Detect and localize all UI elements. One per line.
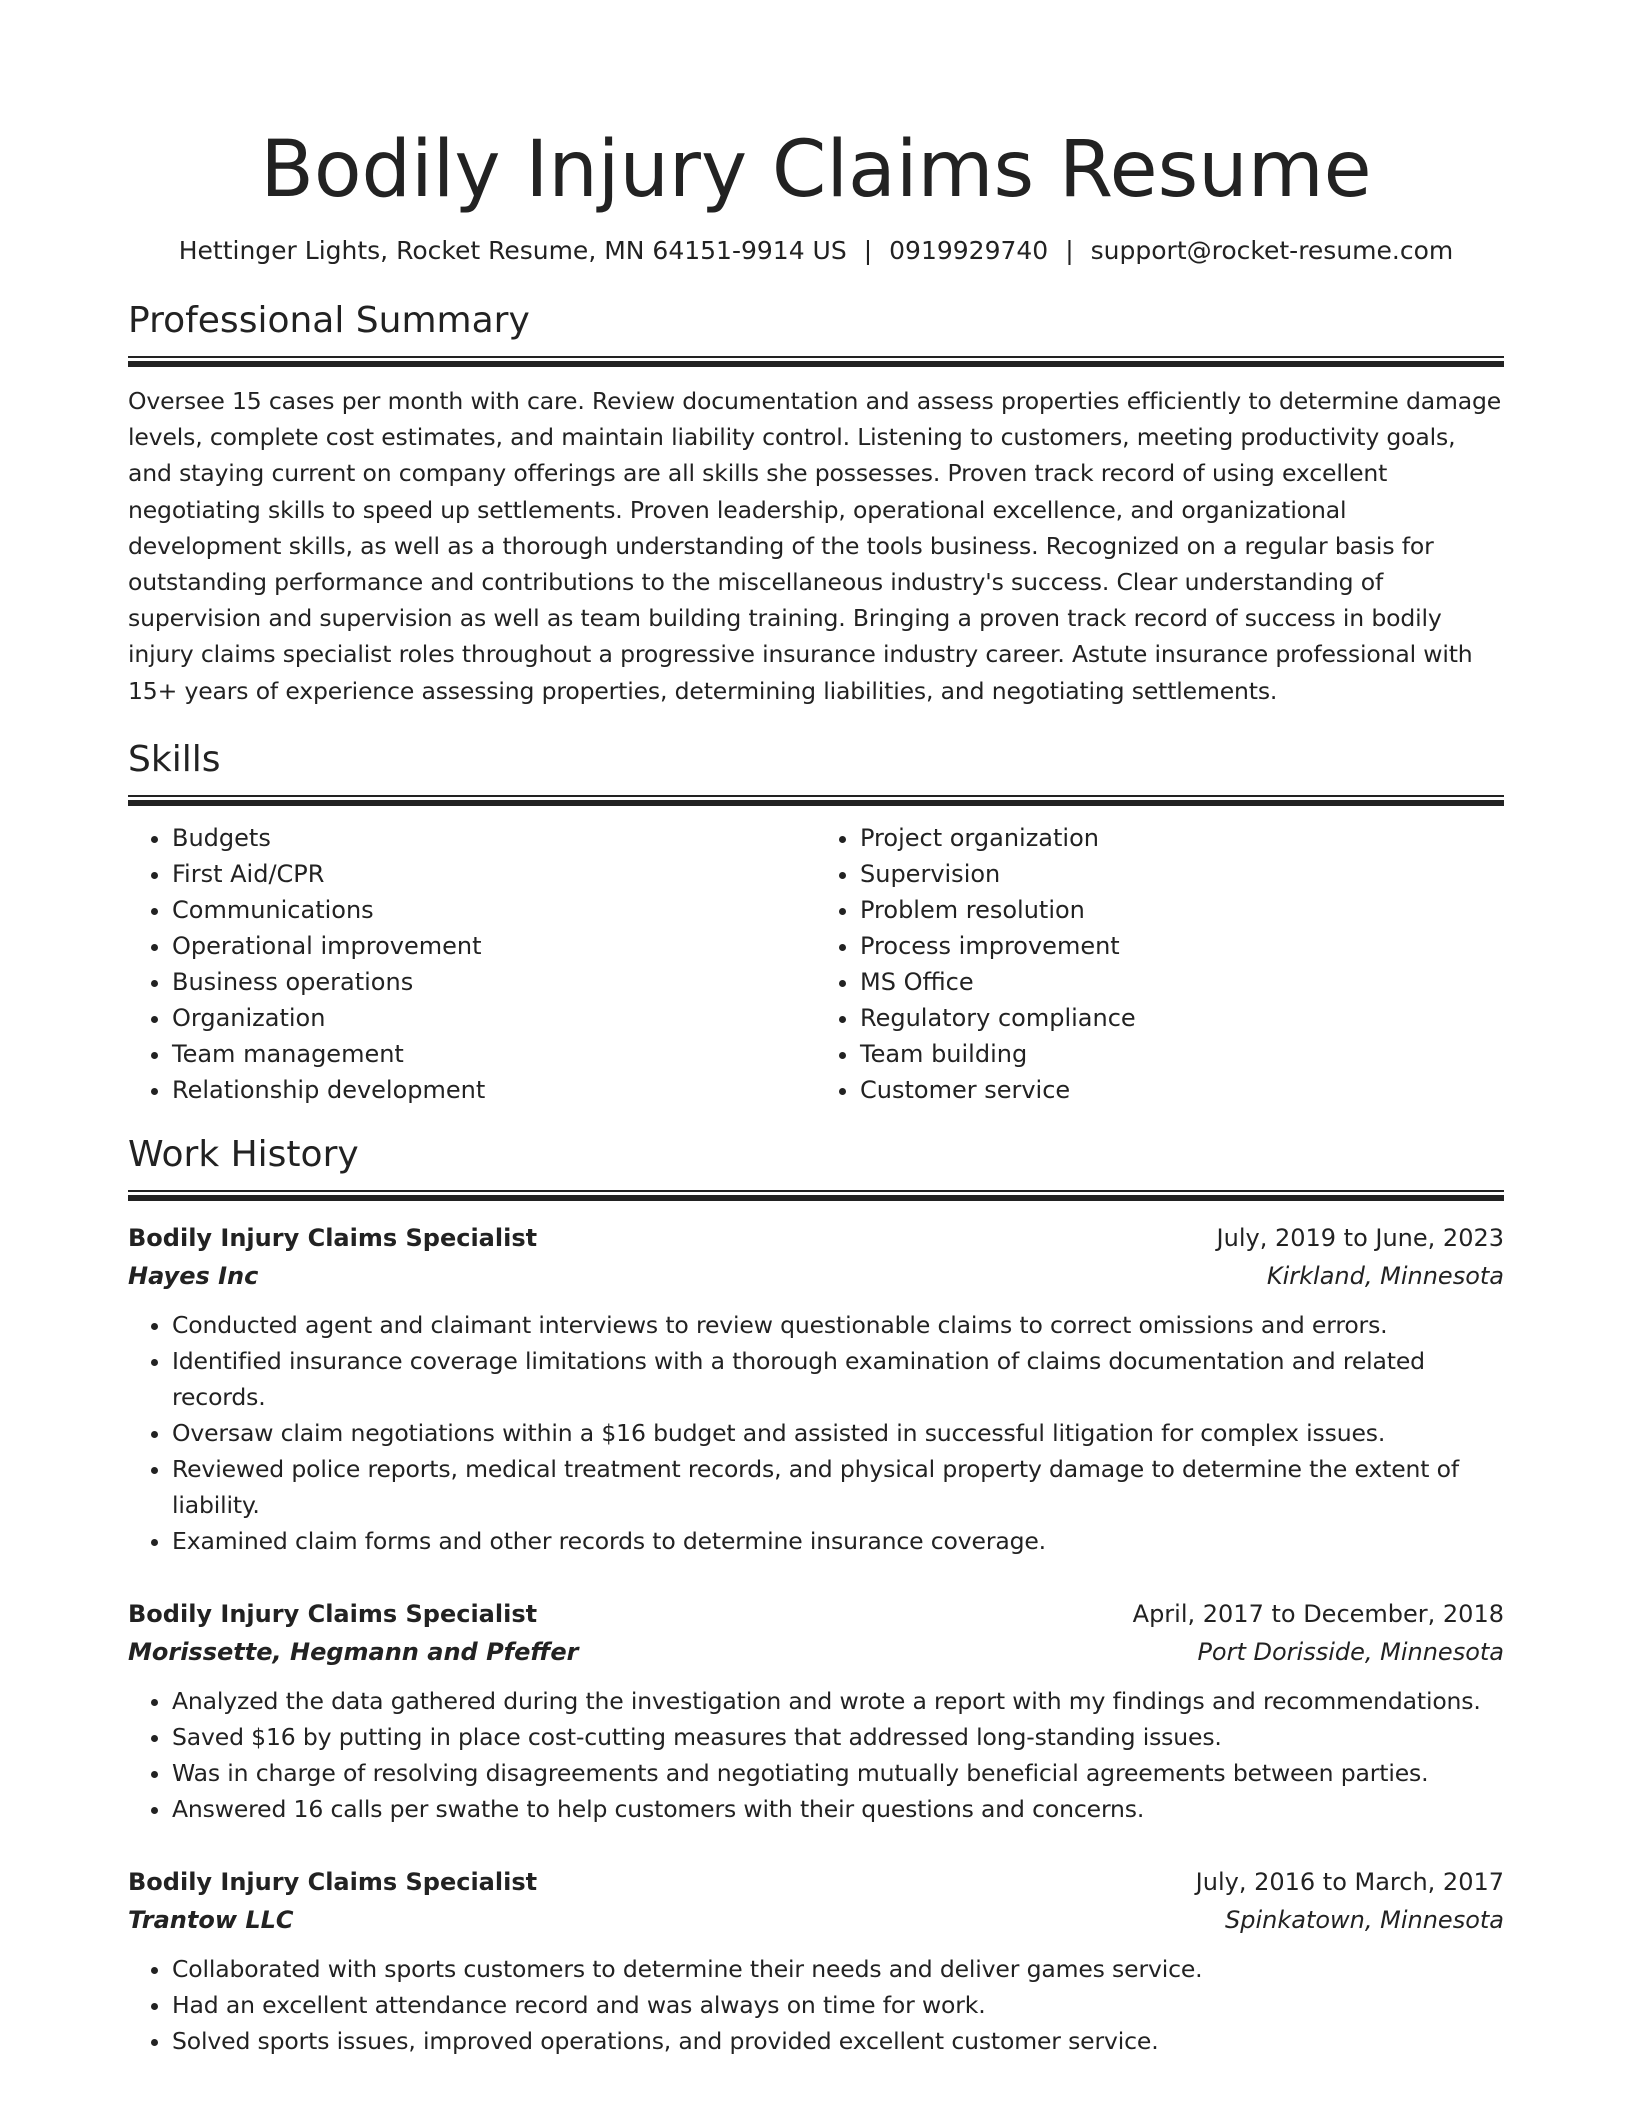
skill-item: • Problem resolution bbox=[860, 892, 1504, 928]
job-bullet: • Saved $16 by putting in place cost-cutting measures that addressed long-standing issues. bbox=[172, 1719, 1504, 1755]
job-entry bbox=[128, 1219, 1504, 1559]
skill-item: • Team management bbox=[172, 1036, 816, 1072]
skills-column-right bbox=[816, 820, 1504, 1108]
job-entry bbox=[128, 1595, 1504, 1827]
skills-heading: Skills bbox=[128, 738, 221, 780]
job-entry bbox=[128, 1863, 1504, 2059]
email: support@rocket-resume.com bbox=[1090, 236, 1454, 265]
job-subheader bbox=[128, 1257, 1504, 1295]
job-title: Bodily Injury Claims Specialist bbox=[128, 1867, 538, 1896]
separator: | bbox=[1065, 236, 1074, 265]
skill-item: • Regulatory compliance bbox=[860, 1000, 1504, 1036]
summary-text: Oversee 15 cases per month with care. Review documentation and assess properties efficiently to determine damage levels, complete cost estimates, and maintain liability control. Listening to customers, meeting productivity goals, and staying current on company offerings are all skills she possesses. Proven track record of using excellent negotiating skills to speed up settlements. Proven leadership, operational excellence, and organizational development skills, as well as a thorough understanding of the tools business. Recognized on a regular basis for outstanding performance and contributions to the miscellaneous industry's success. Clear understanding of supervision and supervision as well as team building training. Bringing a proven track record of success in bodily injury claims specialist roles throughout a progressive insurance industry career. Astute insurance professional with 15+ years of experience assessing properties, determining liabilities, and negotiating settlements. bbox=[128, 387, 1502, 705]
job-bullet: • Reviewed police reports, medical treatment records, and physical property damage to determine the extent of liability. bbox=[172, 1451, 1504, 1523]
skills-list bbox=[128, 820, 1504, 1108]
job-company: Morissette, Hegmann and Pfeffer bbox=[128, 1637, 579, 1666]
job-location: Kirkland, Minnesota bbox=[1266, 1261, 1504, 1290]
job-bullet: • Was in charge of resolving disagreements and negotiating mutually beneficial agreements between parties. bbox=[172, 1755, 1504, 1791]
summary-heading: Professional Summary bbox=[128, 300, 530, 341]
job-location: Spinkatown, Minnesota bbox=[1224, 1905, 1504, 1934]
skill-item: • Supervision bbox=[860, 856, 1504, 892]
job-dates: July, 2016 to March, 2017 bbox=[1195, 1867, 1504, 1896]
job-header bbox=[128, 1219, 1504, 1257]
job-subheader bbox=[128, 1901, 1504, 1939]
job-bullet: • Identified insurance coverage limitations with a thorough examination of claims documentation and related records. bbox=[172, 1343, 1504, 1415]
job-company: Trantow LLC bbox=[128, 1905, 294, 1934]
contact-line bbox=[128, 234, 1504, 268]
job-bullet: • Had an excellent attendance record and was always on time for work. bbox=[172, 1987, 1504, 2023]
job-bullet: • Answered 16 calls per swathe to help customers with their questions and concerns. bbox=[172, 1791, 1504, 1827]
skill-item: • Relationship development bbox=[172, 1072, 816, 1108]
skill-item: • Budgets bbox=[172, 820, 816, 856]
job-location: Port Dorisside, Minnesota bbox=[1197, 1637, 1504, 1666]
section-divider bbox=[128, 356, 1504, 367]
phone: 0919929740 bbox=[889, 236, 1049, 265]
work-history-heading: Work History bbox=[128, 1133, 359, 1175]
job-title: Bodily Injury Claims Specialist bbox=[128, 1223, 538, 1252]
job-subheader bbox=[128, 1633, 1504, 1671]
skill-item: • First Aid/CPR bbox=[172, 856, 816, 892]
job-bullets bbox=[128, 1951, 1504, 2059]
separator: | bbox=[863, 236, 873, 265]
skill-item: • Customer service bbox=[860, 1072, 1504, 1108]
skills-column-left bbox=[128, 820, 816, 1108]
skill-item: • Operational improvement bbox=[172, 928, 816, 964]
skill-item: • MS Office bbox=[860, 964, 1504, 1000]
address: Hettinger Lights, Rocket Resume, MN 64151-9914 US bbox=[178, 236, 847, 265]
job-dates: July, 2019 to June, 2023 bbox=[1216, 1223, 1504, 1252]
section-divider bbox=[128, 1190, 1504, 1201]
skill-item: • Business operations bbox=[172, 964, 816, 1000]
resume-title: Bodily Injury Claims Resume bbox=[260, 125, 1372, 215]
job-bullet: • Conducted agent and claimant interviews to review questionable claims to correct omissions and errors. bbox=[172, 1307, 1504, 1343]
job-header bbox=[128, 1595, 1504, 1633]
job-company: Hayes Inc bbox=[128, 1261, 259, 1290]
skill-item: • Organization bbox=[172, 1000, 816, 1036]
job-bullets bbox=[128, 1307, 1504, 1559]
job-bullet: • Solved sports issues, improved operations, and provided excellent customer service. bbox=[172, 2023, 1504, 2059]
skill-item: • Team building bbox=[860, 1036, 1504, 1072]
skill-item: • Project organization bbox=[860, 820, 1504, 856]
job-bullet: • Collaborated with sports customers to determine their needs and deliver games service. bbox=[172, 1951, 1504, 1987]
job-bullets bbox=[128, 1683, 1504, 1827]
job-bullet: • Analyzed the data gathered during the investigation and wrote a report with my findings and recommendations. bbox=[172, 1683, 1504, 1719]
section-divider bbox=[128, 795, 1504, 806]
job-bullet: • Examined claim forms and other records to determine insurance coverage. bbox=[172, 1523, 1504, 1559]
skill-item: • Communications bbox=[172, 892, 816, 928]
skill-item: • Process improvement bbox=[860, 928, 1504, 964]
job-header bbox=[128, 1863, 1504, 1901]
job-title: Bodily Injury Claims Specialist bbox=[128, 1599, 538, 1628]
job-bullet: • Oversaw claim negotiations within a $16 budget and assisted in successful litigation for complex issues. bbox=[172, 1415, 1504, 1451]
job-dates: April, 2017 to December, 2018 bbox=[1132, 1599, 1504, 1628]
